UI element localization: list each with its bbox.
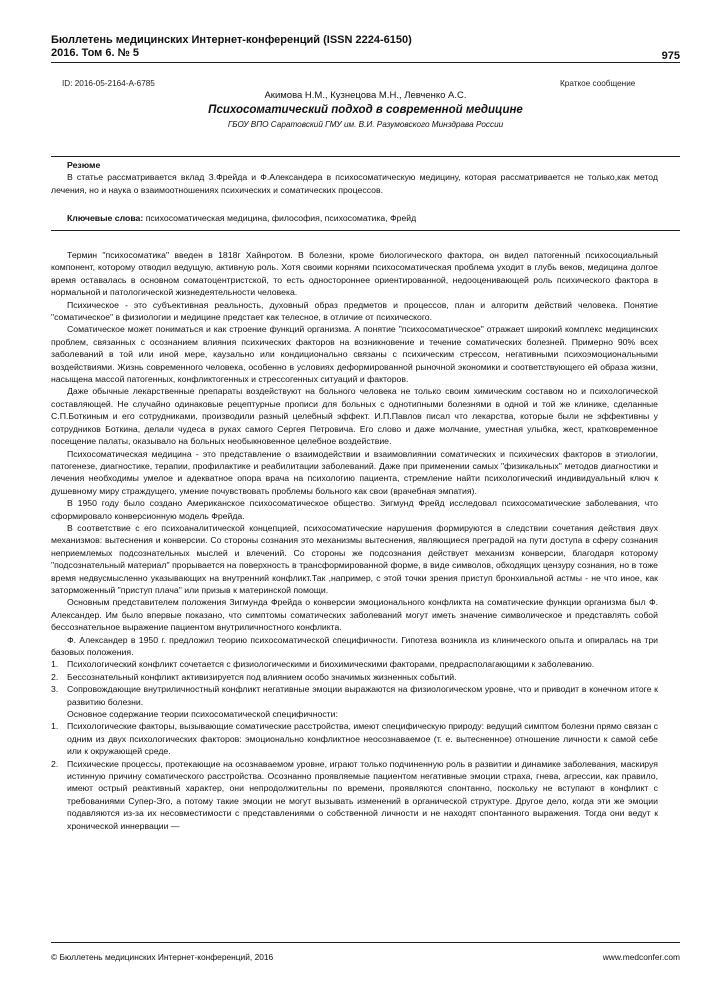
body-paragraph: Основное содержание теории психосоматической специфичности: (67, 709, 338, 720)
body-paragraph: Термин "психосоматика" введен в 1818г Хайнротом. В болезни, кроме биологического фактора, он видел патогенный психосоциальный компонент, которому отводил ведущую, активную роль. Хотя своими корнями психосоматическая проблема уходит в глубь веков, медицина долгое время оставалась в основном соматоцентристской, то есть одностороннее ориентированной, недооценивающей роль психического фактора в нормальной и патологической жизнедеятельности человека. (51, 250, 658, 298)
footer-rule (51, 942, 680, 943)
abstract-top-rule (51, 156, 680, 157)
list-item (51, 683, 658, 708)
abstract-text: В статье рассматривается вклад З.Фрейда и Ф.Александера в психосоматическую медицину, которая рассматривается не только,как метод лечения, но и наука о взаимоотношениях психических и соматических процессов. (51, 172, 658, 195)
authors: Акимова Н.М., Кузнецова М.Н., Левченко А.С. (264, 90, 467, 101)
keywords-value: психосоматическая медицина, философия, психосоматика, Фрейд (143, 213, 417, 223)
body-paragraph: В 1950 году было создано Американское психосоматическое общество. Зигмунд Фрейд исследовал психосоматические заболевания, что сформировало конверсионную модель Фрейда. (51, 498, 658, 521)
list-item (51, 671, 658, 683)
list-number: 3. (51, 684, 59, 695)
list-item-text: Бессознательный конфликт активизируется под влиянием особо значимых жизненных событий. (67, 671, 457, 682)
page-number: 975 (661, 50, 680, 62)
list-number: 1. (51, 659, 59, 670)
article-id: ID: 2016-05-2164-A-6785 (62, 79, 155, 88)
article-title: Психосоматический подход в современной медицине (208, 104, 523, 116)
abstract-heading: Резюме (67, 160, 101, 170)
body-paragraph: Даже обычные лекарственные препараты воздействуют на больного человека не только своим химическим составом но и психологической составляющей. Не случайно одинаковые рецептурные прописи для больных с однотипными болезнями в одной и той же клинике, сделанные С.П.Боткиным и его сотрудниками, производили разный целебный эффект. И.П.Павлов писал что лекарства, которые были не эффективны у сотрудников Боткина, делали чудеса в руках самого Сергея Петровича. Его слово и даже молчание, уместная улыбка, жест, кратковременное посещение палаты, оказывало на больных необыкновенное целебное воздействие. (51, 386, 658, 447)
footer-copyright: © Бюллетень медицинских Интернет-конференций, 2016 (51, 952, 274, 962)
header-rule (51, 62, 680, 63)
keywords-section (51, 212, 658, 224)
list-item-text: Психологический конфликт сочетается с физиологическими и биохимическими факторами, предрасполагающими к заболеванию. (67, 659, 595, 670)
list-item (51, 758, 658, 832)
list-item (51, 720, 658, 757)
body-paragraph: В соответствие с его психоаналитической концепцией, психосоматические нарушения формируются в следствии сочетания действия двух механизмов: вытеснения и конверсии. Со стороны сознания это механизмы вытеснения, являющиеся преградой на пути доступа в сферу сознания неприемлемых подсознательных мыслей и влечений. Со стороны же подсознания действует механизм конверсии, благодаря которому "подсознательный материал" прорывается на поверхность в трансформированной форме, в виде символов, обходящих цензуру сознания, но в тоже время недвусмысленно указывающих на внутренний конфликт.Так ,например, с этой точки зрения приступ бронхиальной астмы - не что иное, как заторможенный "приступ плача" или призыв к материнской помощи. (51, 522, 658, 595)
list-item-text: Психические процессы, протекающие на осознаваемом уровне, играют только подчиненную роль в развитии и динамике заболевания, маскируя истинную причину соматического расстройства. Осознанно проявляемые пациентом негативные эмоции страха, гнева, агрессии, как правило, имеют острый реактивный характер, они непродолжительны по времени, проявляются спонтанно, поскольку не вступают в конфликт с требованиями Супер-Эго, а потому такие эмоции не могут вызывать изменений в органической структуре. Другое дело, когда эти же эмоции подавляются из-за их несовместимости с представлениями о собственной личности и не находят спонтанного выражения. Тогда они ведут к хронической иннервации — (67, 758, 658, 831)
list-item-text: Сопровождающие внутриличностный конфликт негативные эмоции выражаются на физиологическом уровне, что и приводит в конечном итоге к развитию болезни. (67, 684, 658, 707)
journal-name: Бюллетень медицинских Интернет-конференций (ISSN 2224-6150) (51, 34, 412, 46)
abstract-section (51, 159, 658, 196)
affiliation: ГБОУ ВПО Саратовский ГМУ им. В.И. Разумовского Минздрава России (227, 120, 504, 129)
keywords-label: Ключевые слова: (67, 213, 144, 223)
list-number: 2. (51, 758, 59, 769)
article-type: Краткое сообщение (560, 79, 636, 88)
body-paragraph: Психосоматическая медицина - это представление о взаимодействии и взаимовлиянии соматических и психических факторов в этиологии, патогенезе, диагностике, терапии, профилактике и реабилитации заболеваний. Даже при применении самых "физикальных" методов диагностики и лечения необходимы умелое и адекватное опора врача на психологию пациента, стремление найти психологический индивидуальный ключ к душевному миру страждущего, умение почувствовать проблемы больного как свои (врачебная эмпатия). (51, 448, 658, 496)
article-body (51, 249, 658, 832)
body-paragraph: Психическое - это субъективная реальность, духовный образ предметов и процессов, план и алгоритм действий человека. Понятие "соматическое" в физиологии и медицине предстает как телесное, в отличие от психического. (51, 299, 658, 323)
body-paragraph: Основным представителем положения Зигмунда Фрейда о конверсии эмоционального конфликта на соматические функции организма был Ф. Александер. Им было впервые показано, что симптомы соматических заболеваний могут иметь значение символическое и представлять собой бессознательное выражение пациентом внутриличностного конфликта. (51, 597, 658, 633)
abstract-bottom-rule (51, 230, 680, 231)
body-paragraph: Ф. Александер в 1950 г. предложил теорию психосоматической специфичности. Гипотеза возникла из клинического опыта и опиралась на три базовых положения. (51, 634, 658, 657)
list-item (51, 658, 658, 670)
list-item-text: Психологические факторы, вызывающие соматические расстройства, имеют специфическую природу: ведущий симптом болезни прямо связан с одним из двух психологических факторов: эмоционально конфликтное неосознаваемое (т. е. вытесненное) отношение личности к самой себе или к окружающей среде. (67, 721, 658, 757)
footer-url[interactable]: www.medconfer.com (602, 952, 680, 962)
body-paragraph: Соматическое может пониматься и как строение функций организма. А понятие "психосоматическое" отражает широкий комплекс медицинских проблем, связанных с осознанием влияния психических факторов на возникновение и течение соматических болезней. Примерно 90% всех заболеваний в той или иной мере, каузально или кондиционально связаны с психическим стрессом, негативными психоэмоциональными воздействиями. Жизнь современного человека, особенно в условиях деформированной рыночной экономики и соответствующего ей образа жизни, насыщена массой патогенных, конфликтогенных и стрессогенных ситуаций и факторов. (51, 324, 658, 385)
journal-issue: 2016. Том 6. № 5 (51, 47, 140, 59)
keywords-line (51, 212, 658, 224)
list-number: 2. (51, 671, 59, 682)
list-number: 1. (51, 721, 59, 732)
